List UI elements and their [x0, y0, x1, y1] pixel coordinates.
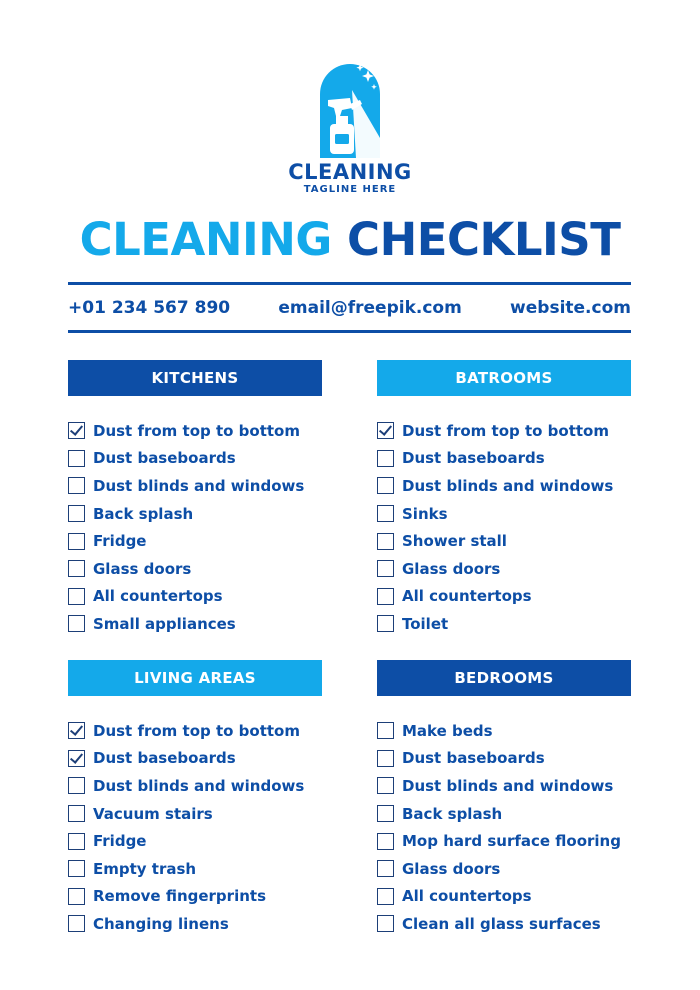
checklist-item-label: Vacuum stairs: [93, 804, 213, 823]
checklist-item-label: Glass doors: [402, 859, 501, 878]
checklist-item-label: Empty trash: [93, 859, 197, 878]
checklist-item[interactable]: [377, 417, 631, 445]
checkbox[interactable]: [377, 422, 394, 439]
checklist-item[interactable]: [68, 583, 322, 611]
checklist-item[interactable]: [377, 555, 631, 583]
checklist-item[interactable]: [68, 855, 322, 883]
checklist-item[interactable]: [377, 527, 631, 555]
checklist-item-label: Small appliances: [93, 614, 236, 633]
checkbox[interactable]: [377, 505, 394, 522]
checklist-kitchens: [68, 417, 322, 638]
checklist-item-label: All countertops: [93, 587, 223, 606]
checklist-item[interactable]: [68, 610, 322, 638]
checkbox[interactable]: [68, 915, 85, 932]
checklist-item[interactable]: [68, 500, 322, 528]
checkbox[interactable]: [377, 588, 394, 605]
checklist-item-label: Dust from top to bottom: [93, 421, 300, 440]
section-header-bedrooms: BEDROOMS: [377, 660, 631, 696]
section-bathrooms: [377, 360, 631, 638]
section-kitchens: [68, 360, 322, 638]
checklist-item-label: Sinks: [402, 504, 448, 523]
checklist-item-label: Back splash: [402, 804, 503, 823]
section-living-areas: [68, 660, 322, 938]
checklist-item-label: Dust from top to bottom: [402, 421, 609, 440]
checkbox[interactable]: [377, 450, 394, 467]
checkbox[interactable]: [377, 888, 394, 905]
checklist-item-label: Dust baseboards: [402, 749, 545, 768]
checkbox[interactable]: [68, 750, 85, 767]
checkbox[interactable]: [68, 722, 85, 739]
checklist-item-label: Back splash: [93, 504, 194, 523]
checkbox[interactable]: [377, 805, 394, 822]
checklist-item-label: Clean all glass surfaces: [402, 914, 601, 933]
checkbox[interactable]: [68, 777, 85, 794]
email-address: email@freepik.com: [278, 298, 462, 318]
checklist-item-label: Shower stall: [402, 532, 507, 551]
checklist-item-label: Dust blinds and windows: [93, 476, 305, 495]
checklist-item[interactable]: [377, 472, 631, 500]
checkbox[interactable]: [377, 722, 394, 739]
checkbox[interactable]: [68, 450, 85, 467]
checklist-item[interactable]: [68, 910, 322, 938]
checklist-item-label: Remove fingerprints: [93, 887, 266, 906]
checklist-item-label: All countertops: [402, 887, 532, 906]
checklist-item-label: Glass doors: [93, 559, 192, 578]
checkbox[interactable]: [68, 422, 85, 439]
divider-bottom: [68, 330, 631, 333]
checklist-item[interactable]: [377, 500, 631, 528]
website-url: website.com: [510, 298, 631, 318]
section-header-kitchens: KITCHENS: [68, 360, 322, 396]
page-title: [0, 210, 700, 270]
divider-top: [68, 282, 631, 285]
checkbox[interactable]: [68, 805, 85, 822]
title-part-2: CHECKLIST: [347, 213, 621, 266]
checkbox[interactable]: [377, 915, 394, 932]
checklist-item[interactable]: [68, 883, 322, 911]
brand-tagline: TAGLINE HERE: [303, 184, 397, 195]
checkbox[interactable]: [68, 477, 85, 494]
checklist-item-label: All countertops: [402, 587, 532, 606]
checkbox[interactable]: [68, 588, 85, 605]
checklist-item-label: Dust blinds and windows: [93, 776, 305, 795]
checklist-item[interactable]: [377, 445, 631, 473]
checklist-item[interactable]: [377, 883, 631, 911]
checklist-item[interactable]: [68, 445, 322, 473]
checklist-item[interactable]: [68, 472, 322, 500]
section-bedrooms: [377, 660, 631, 938]
checklist-item[interactable]: [377, 772, 631, 800]
checklist-bathrooms: [377, 417, 631, 638]
checklist-living-areas: [68, 717, 322, 938]
checklist-item-label: Dust baseboards: [93, 749, 236, 768]
checkbox[interactable]: [68, 505, 85, 522]
checklist-item[interactable]: [377, 910, 631, 938]
checklist-item-label: Make beds: [402, 721, 493, 740]
title-part-1: CLEANING: [79, 213, 332, 266]
checklist-item[interactable]: [377, 800, 631, 828]
checkbox[interactable]: [377, 615, 394, 632]
checkbox[interactable]: [377, 777, 394, 794]
checklist-item[interactable]: [68, 772, 322, 800]
checkbox[interactable]: [68, 888, 85, 905]
checkbox[interactable]: [377, 533, 394, 550]
section-header-bathrooms: BATROOMS: [377, 360, 631, 396]
checkbox[interactable]: [377, 833, 394, 850]
spray-bottle-icon: [316, 60, 384, 158]
checklist-item[interactable]: [377, 827, 631, 855]
checkbox[interactable]: [68, 860, 85, 877]
checklist-item-label: Dust from top to bottom: [93, 721, 300, 740]
checklist-item[interactable]: [68, 555, 322, 583]
checklist-item-label: Dust baseboards: [93, 449, 236, 468]
checklist-item-label: Mop hard surface flooring: [402, 832, 621, 851]
checklist-item-label: Glass doors: [402, 559, 501, 578]
checklist-item[interactable]: [68, 417, 322, 445]
phone-number: +01 234 567 890: [68, 298, 231, 318]
checklist-item-label: Changing linens: [93, 914, 229, 933]
checklist-item-label: Dust blinds and windows: [402, 776, 614, 795]
checkbox[interactable]: [68, 615, 85, 632]
checklist-item[interactable]: [377, 610, 631, 638]
checklist-item-label: Fridge: [93, 832, 147, 851]
checklist-item-label: Fridge: [93, 532, 147, 551]
checkbox[interactable]: [377, 560, 394, 577]
checkbox[interactable]: [68, 533, 85, 550]
checkbox[interactable]: [377, 750, 394, 767]
checklist-item[interactable]: [68, 717, 322, 745]
checkbox[interactable]: [68, 560, 85, 577]
checkbox[interactable]: [377, 860, 394, 877]
contact-bar: [68, 296, 631, 320]
checklist-item[interactable]: [68, 827, 322, 855]
checklist-item[interactable]: [377, 583, 631, 611]
checklist-item[interactable]: [377, 745, 631, 773]
brand-logo: [0, 60, 700, 196]
checkbox[interactable]: [377, 477, 394, 494]
brand-name: CLEANING: [288, 160, 412, 184]
checkbox[interactable]: [68, 833, 85, 850]
checklist-item[interactable]: [377, 717, 631, 745]
section-header-living-areas: LIVING AREAS: [68, 660, 322, 696]
checklist-item-label: Toilet: [402, 614, 449, 633]
checklist-item[interactable]: [68, 745, 322, 773]
checklist-item[interactable]: [377, 855, 631, 883]
checklist-item[interactable]: [68, 800, 322, 828]
checklist-item[interactable]: [68, 527, 322, 555]
checklist-item-label: Dust blinds and windows: [402, 476, 614, 495]
checklist-bedrooms: [377, 717, 631, 938]
checklist-item-label: Dust baseboards: [402, 449, 545, 468]
